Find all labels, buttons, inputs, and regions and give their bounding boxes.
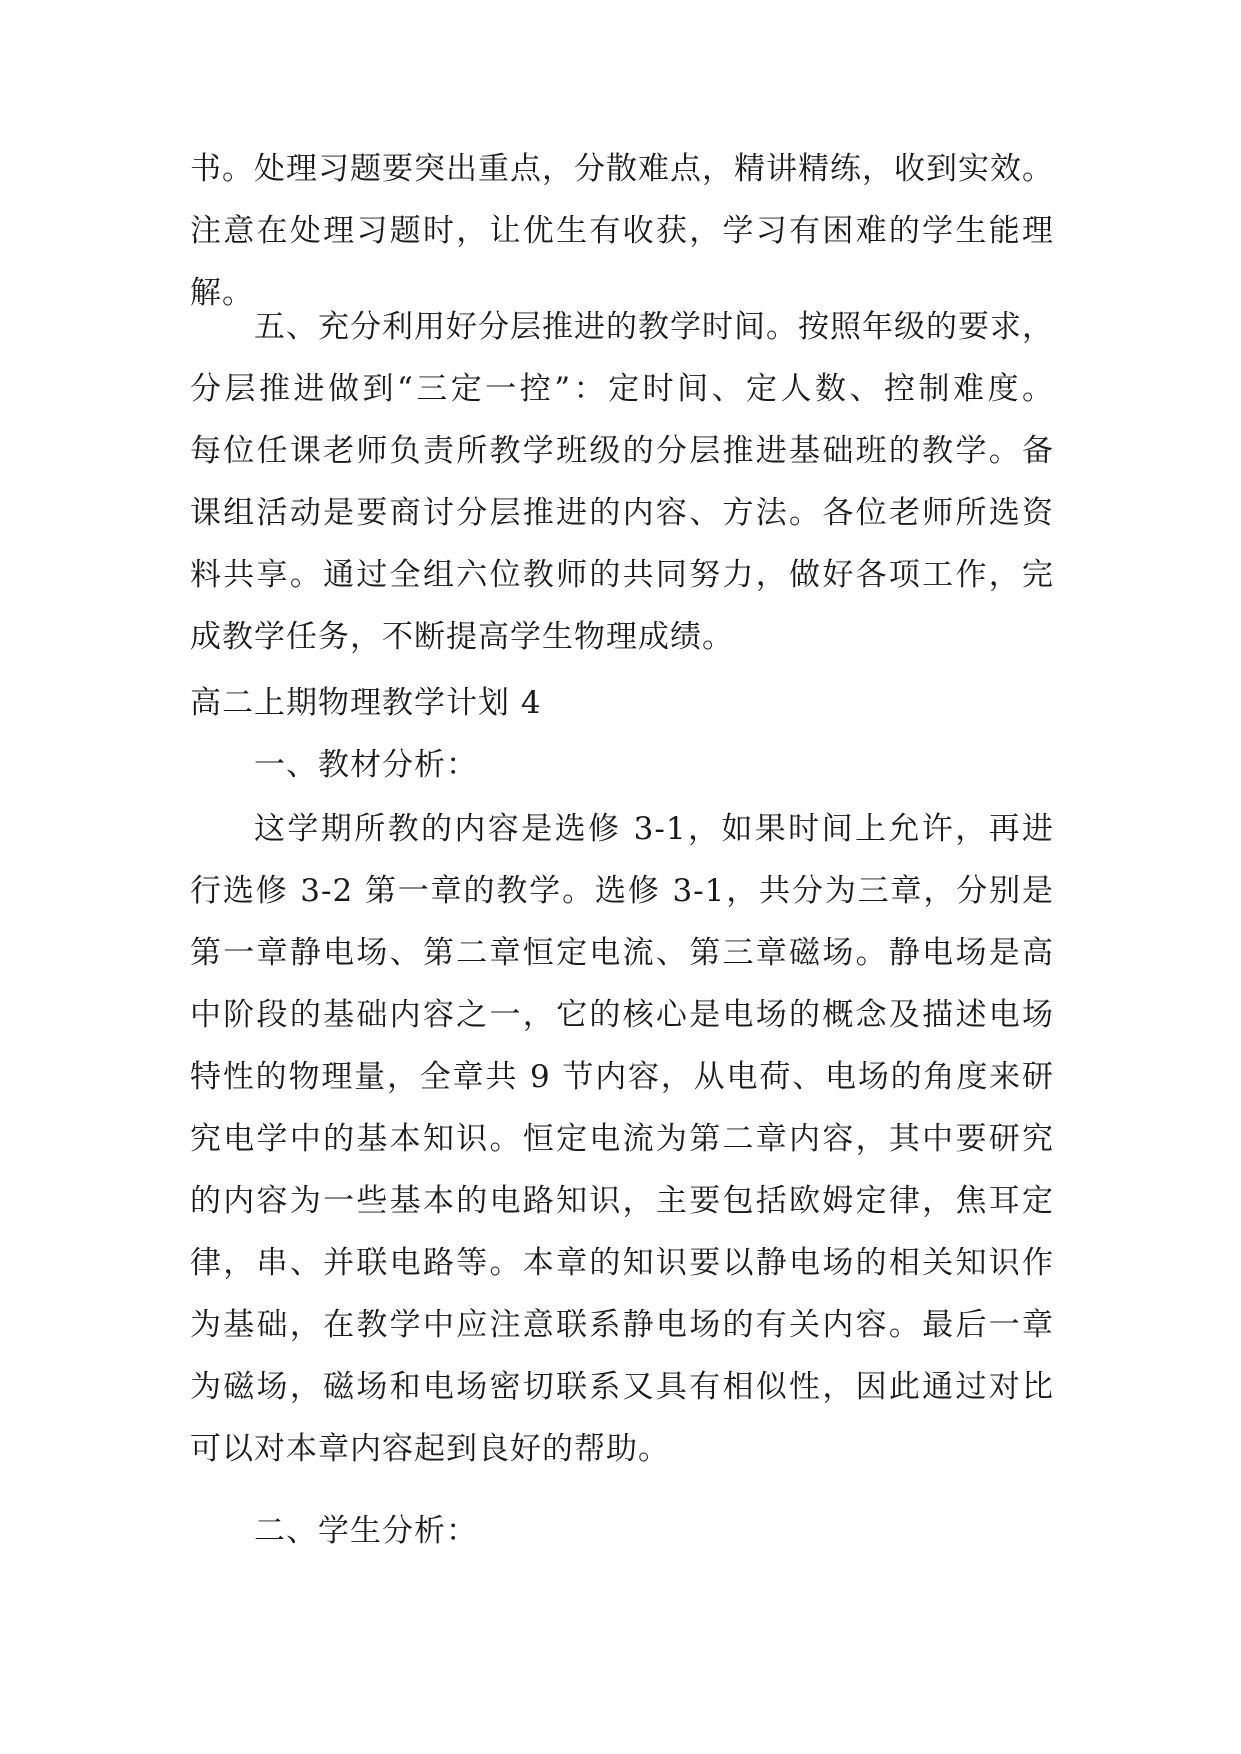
text-line: 每位任课老师负责所教学班级的分层推进基础班的教学。备 (190, 433, 1054, 469)
text-line: 行选修 3-2 第一章的教学。选修 3-1，共分为三章，分别是 (190, 873, 1054, 909)
text-line: 为基础，在教学中应注意联系静电场的有关内容。最后一章 (190, 1307, 1054, 1343)
text-line: 第一章静电场、第二章恒定电流、第三章磁场。静电场是高 (190, 935, 1054, 971)
text-line: 律，串、并联电路等。本章的知识要以静电场的相关知识作 (190, 1245, 1054, 1281)
text-line: 书。处理习题要突出重点，分散难点，精讲精练，收到实效。 (190, 151, 1054, 187)
text-line: 为磁场，磁场和电场密切联系又具有相似性，因此通过对比 (190, 1369, 1054, 1405)
text-line: 特性的物理量，全章共 9 节内容，从电荷、电场的角度来研 (190, 1059, 1054, 1095)
text-line: 课组活动是要商讨分层推进的内容、方法。各位老师所选资 (190, 495, 1054, 531)
text-line: 这学期所教的内容是选修 3-1，如果时间上允许，再进 (254, 811, 1054, 847)
subheading-block (190, 1500, 1054, 1562)
text-line: 注意在处理习题时，让优生有收获，学习有困难的学生能理 (190, 213, 1054, 249)
text-line: 料共享。通过全组六位教师的共同努力，做好各项工作，完 (190, 557, 1054, 593)
text-line: 成教学任务，不断提高学生物理成绩。 (190, 619, 734, 655)
subheading-student-analysis: 二、学生分析： (254, 1513, 478, 1549)
text-line: 中阶段的基础内容之一，它的核心是电场的概念及描述电场 (190, 997, 1054, 1033)
paragraph-textbook-analysis (190, 798, 1054, 1480)
text-line: 分层推进做到“三定一控”：定时间、定人数、控制难度。 (190, 371, 1054, 407)
section-title: 高二上期物理教学计划 4 (190, 685, 542, 721)
text-line: 可以对本章内容起到良好的帮助。 (190, 1431, 670, 1467)
text-line: 究电学中的基本知识。恒定电流为第二章内容，其中要研究 (190, 1121, 1054, 1157)
paragraph-point-five (190, 296, 1054, 668)
text-line: 解。 (190, 275, 254, 311)
subheading-textbook-analysis: 一、教材分析： (254, 747, 478, 783)
section-title-block (190, 672, 1054, 796)
text-line: 五、充分利用好分层推进的教学时间。按照年级的要求， (254, 309, 1054, 345)
text-line: 的内容为一些基本的电路知识，主要包括欧姆定律，焦耳定 (190, 1183, 1054, 1219)
